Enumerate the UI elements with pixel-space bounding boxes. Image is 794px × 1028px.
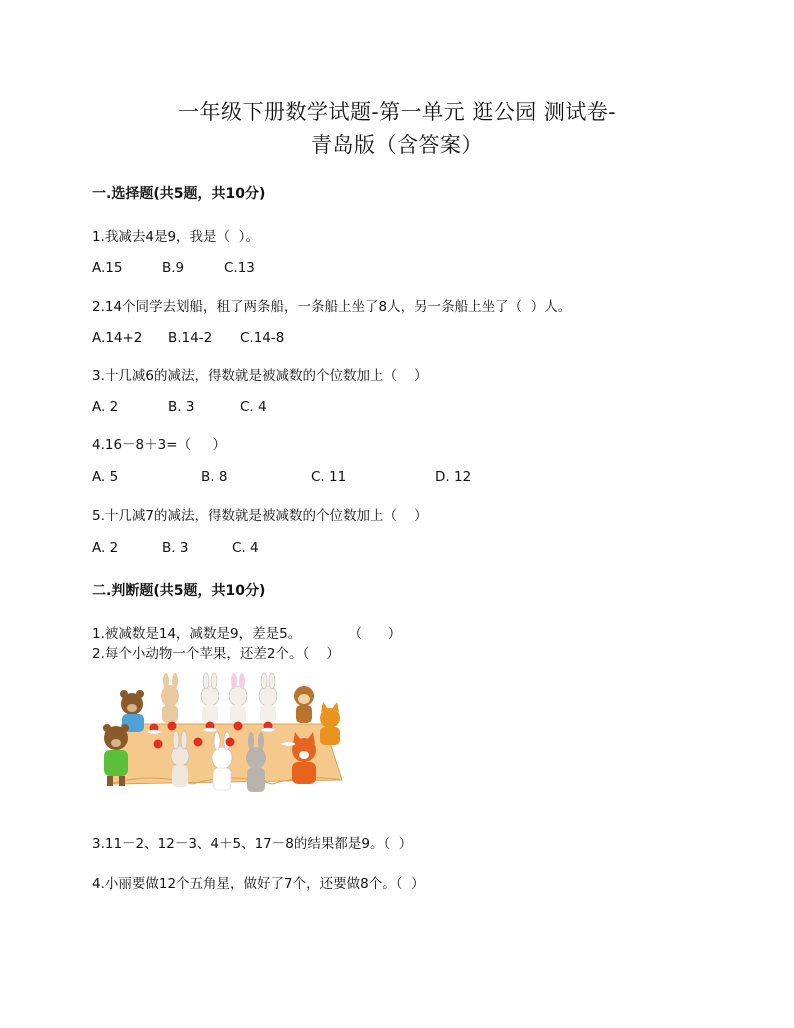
judge-question-4: 4.小丽要做12个五角星，做好了7个，还要做8个。（ ） (92, 876, 425, 892)
option-3a: A. 2 (92, 399, 119, 415)
option-4d: D. 12 (435, 469, 472, 485)
question-3: 3.十几减6的减法，得数就是被减数的个位数加上（ ） (92, 368, 428, 384)
section-heading-judgement: 二.判断题(共5题，共10分) (92, 583, 266, 599)
option-1b: B.9 (162, 260, 185, 276)
option-1c: C.13 (224, 260, 255, 276)
option-5b: B. 3 (162, 540, 189, 556)
page-title-line2: 青岛版（含答案） (311, 133, 483, 157)
option-5a: A. 2 (92, 540, 119, 556)
option-4c: C. 11 (311, 469, 347, 485)
judge-question-2: 2.每个小动物一个苹果，还差2个。（ ） (92, 646, 340, 662)
judge-question-1: 1.被减数是14，减数是9，差是5。 （ ） (92, 626, 402, 642)
option-3b: B. 3 (168, 399, 195, 415)
animals-apples-illustration (92, 672, 350, 800)
option-5c: C. 4 (232, 540, 259, 556)
option-3c: C. 4 (240, 399, 267, 415)
option-2c: C.14-8 (240, 330, 285, 346)
section-heading-choice: 一.选择题(共5题，共10分) (92, 186, 266, 202)
option-1a: A.15 (92, 260, 123, 276)
option-4b: B. 8 (201, 469, 228, 485)
judge-question-3: 3.11－2、12－3、4＋5、17－8的结果都是9。（ ） (92, 836, 413, 852)
question-2: 2.14个同学去划船，租了两条船，一条船上坐了8人，另一条船上坐了（ ）人。 (92, 299, 572, 315)
option-2b: B.14-2 (168, 330, 213, 346)
page-title-line1: 一年级下册数学试题-第一单元 逛公园 测试卷- (177, 100, 617, 124)
question-4: 4.16－8＋3=（ ） (92, 437, 227, 453)
option-4a: A. 5 (92, 469, 119, 485)
question-1: 1.我减去4是9，我是（ ）。 (92, 229, 259, 245)
question-5: 5.十几减7的减法，得数就是被减数的个位数加上（ ） (92, 508, 428, 524)
option-2a: A.14+2 (92, 330, 143, 346)
